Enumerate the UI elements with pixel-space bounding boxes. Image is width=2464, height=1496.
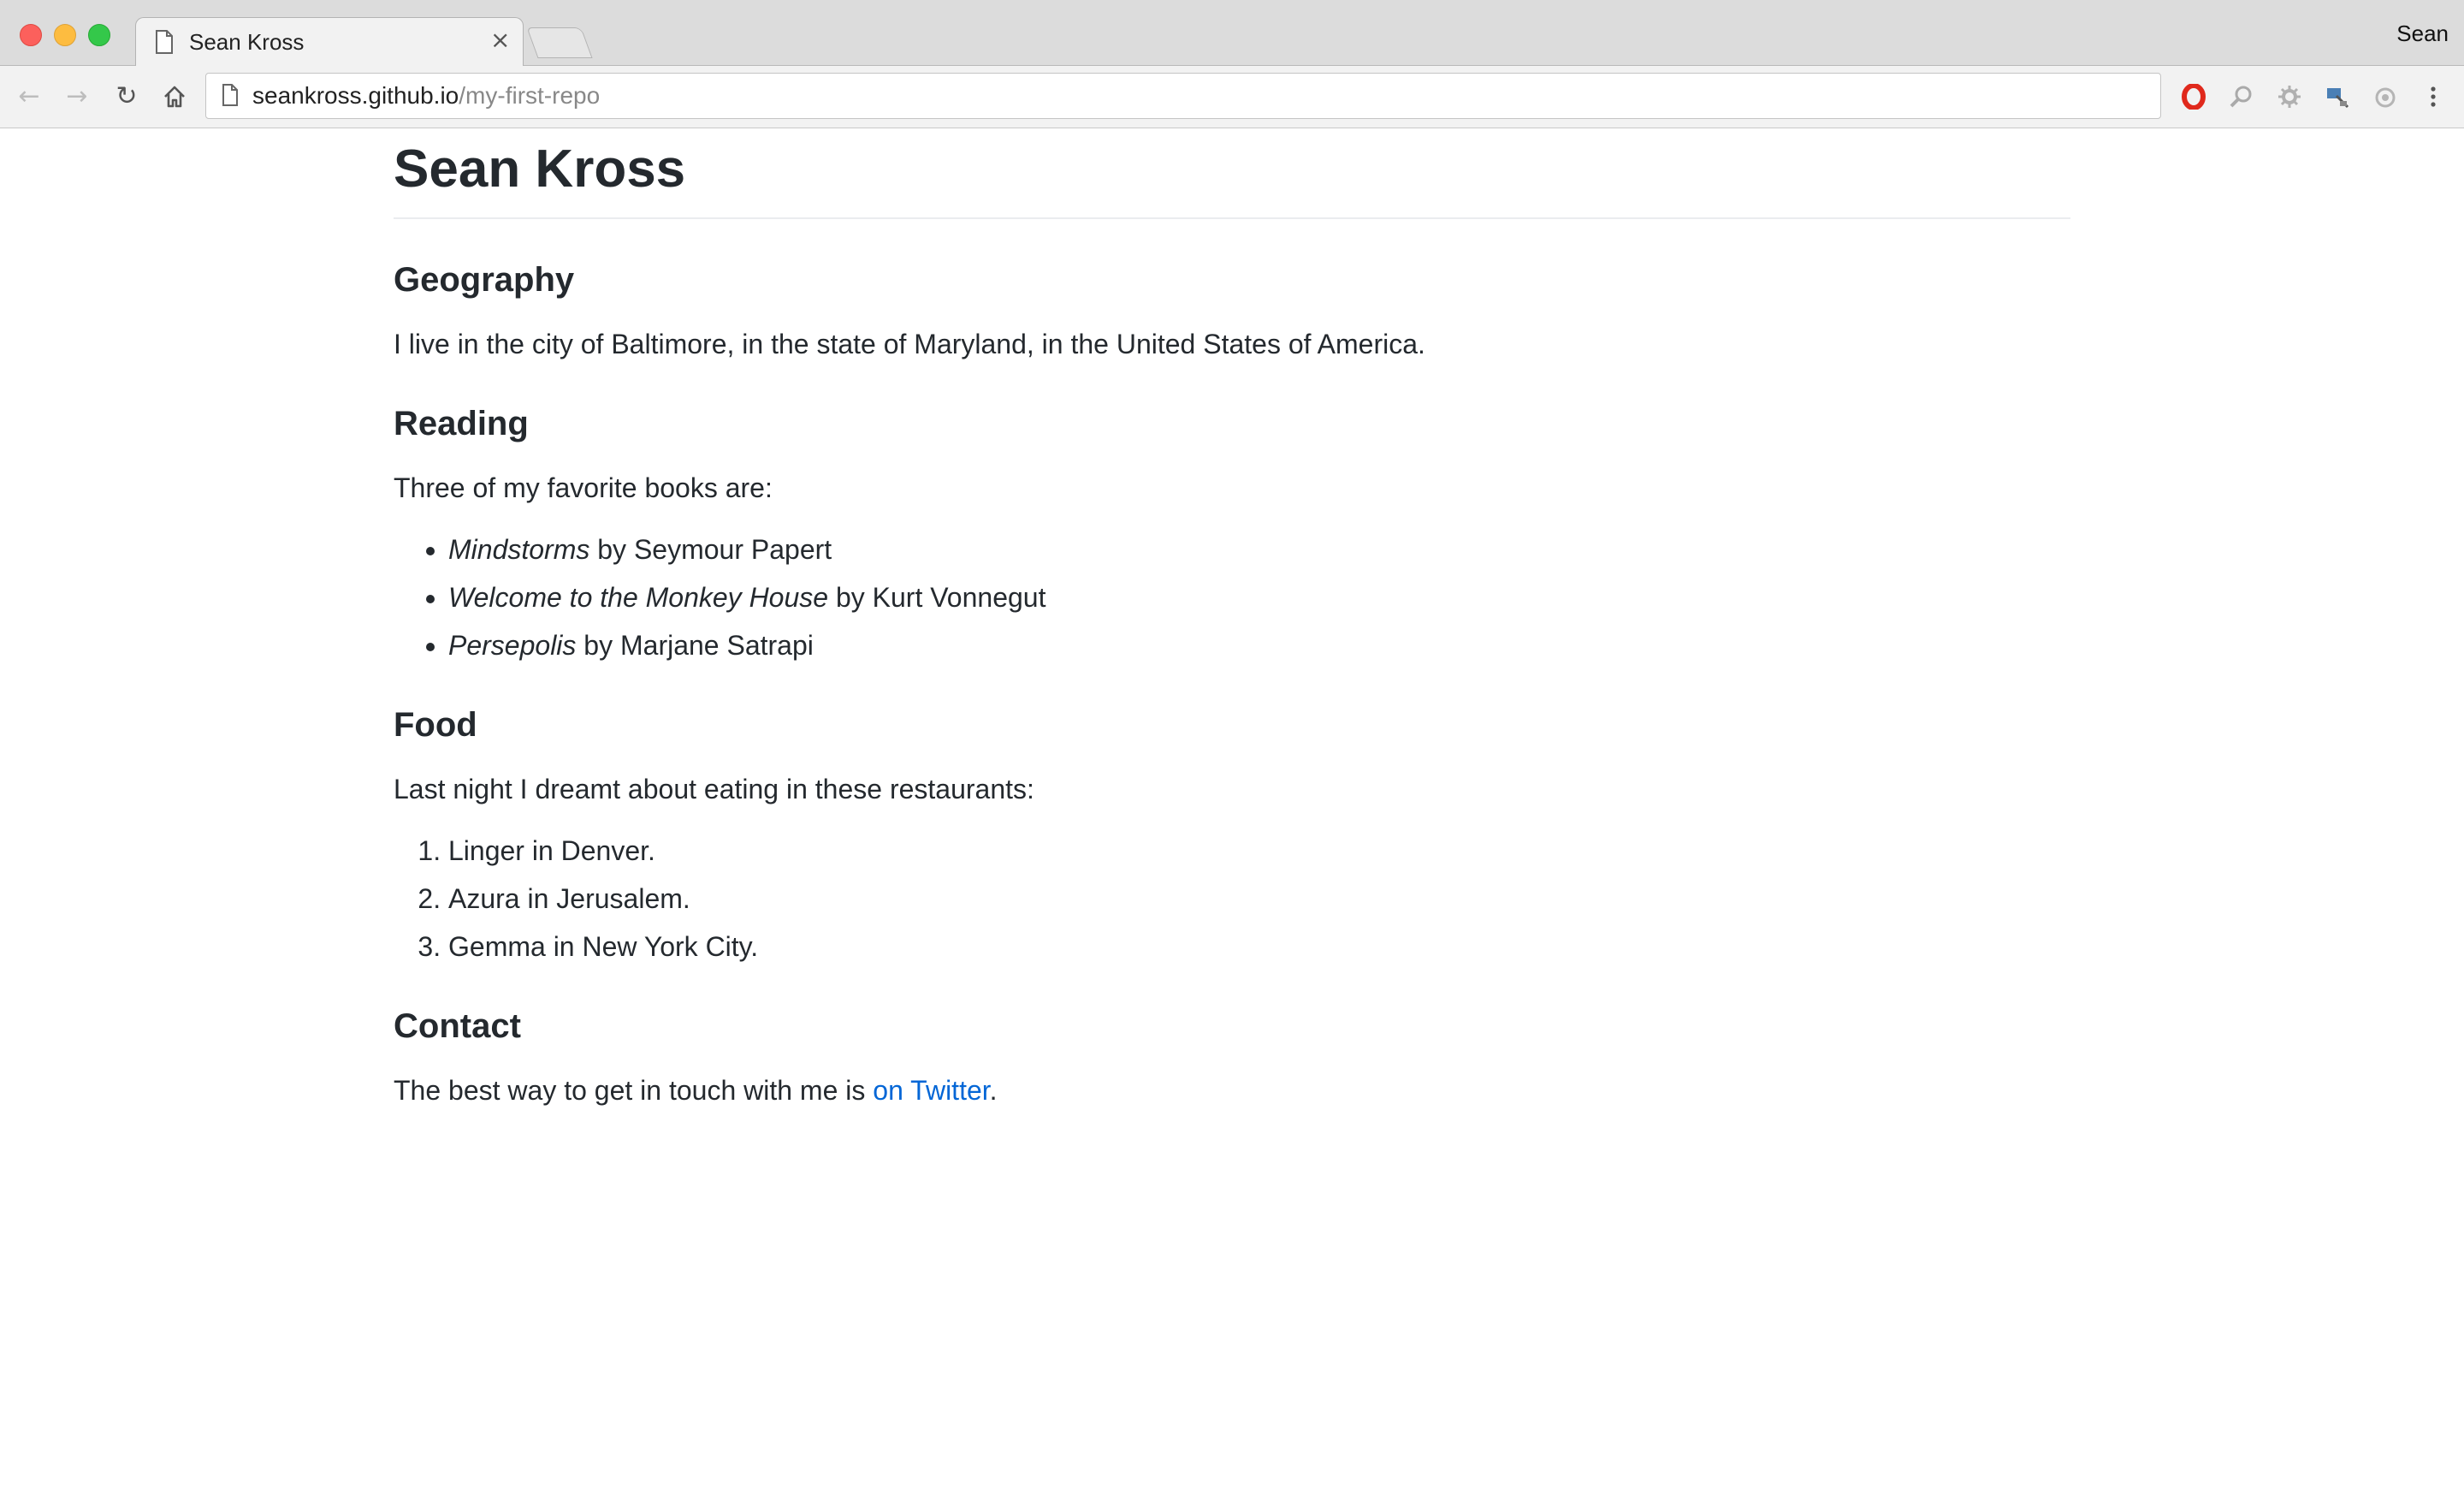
book-author: by Kurt Vonnegut xyxy=(828,582,1046,613)
window-maximize-button[interactable] xyxy=(88,24,110,46)
page-title: Sean Kross xyxy=(394,128,2070,219)
list-item xyxy=(448,531,2070,568)
books-list xyxy=(394,531,2070,664)
list-item: 3. Gemma in New York City. xyxy=(448,928,2070,965)
reading-intro: Three of my favorite books are: xyxy=(394,472,773,503)
geography-heading: Geography xyxy=(394,261,575,299)
address-bar[interactable] xyxy=(205,73,2161,119)
geography-text: I live in the city of Baltimore, in the state of Maryland, in the United States of America. xyxy=(394,329,1425,359)
reading-heading: Reading xyxy=(394,405,529,442)
list-item: 2. Azura in Jerusalem. xyxy=(448,880,2070,917)
tab-close-icon[interactable]: × xyxy=(490,26,511,54)
menu-icon[interactable] xyxy=(2420,83,2447,110)
page-icon xyxy=(155,30,174,54)
book-author: by Seymour Papert xyxy=(589,534,832,565)
list-item xyxy=(448,626,2070,664)
list-item: 1. Linger in Denver. xyxy=(448,832,2070,870)
page-info-icon[interactable] xyxy=(222,84,239,106)
url-host: seankross.github.io xyxy=(252,82,459,109)
new-tab-button[interactable] xyxy=(526,27,592,58)
opera-extension-icon[interactable] xyxy=(2180,83,2207,110)
book-title: Mindstorms xyxy=(448,534,590,565)
magnifier-extension-icon[interactable] xyxy=(2228,83,2255,110)
satellite-extension-icon[interactable] xyxy=(2324,83,2351,110)
book-title: Welcome to the Monkey House xyxy=(448,582,829,613)
back-icon[interactable]: ← xyxy=(18,81,40,111)
browser-toolbar xyxy=(0,66,2464,128)
book-author: by Marjane Satrapi xyxy=(576,630,814,661)
food-heading: Food xyxy=(394,706,477,744)
url-text[interactable] xyxy=(252,82,600,110)
contact-text xyxy=(394,1072,2070,1109)
book-title: Persepolis xyxy=(448,630,577,661)
contact-text-after: . xyxy=(989,1075,998,1106)
window-close-button[interactable] xyxy=(20,24,42,46)
forward-icon[interactable]: → xyxy=(66,81,88,111)
contact-heading: Contact xyxy=(394,1007,521,1045)
reload-icon[interactable]: ↻ xyxy=(116,81,138,111)
restaurants-list xyxy=(394,832,2070,965)
twitter-link[interactable]: on Twitter xyxy=(873,1075,990,1106)
tab-strip xyxy=(0,0,2464,66)
list-item xyxy=(448,579,2070,616)
camera-extension-icon[interactable] xyxy=(2372,83,2399,110)
window-minimize-button[interactable] xyxy=(54,24,76,46)
page-content xyxy=(394,128,2070,1109)
gear-extension-icon[interactable] xyxy=(2276,83,2303,110)
profile-name[interactable]: Sean xyxy=(2396,21,2449,46)
url-path: /my-first-repo xyxy=(459,82,601,109)
tab-title: Sean Kross xyxy=(189,29,305,55)
home-icon[interactable] xyxy=(159,81,190,112)
contact-text-before: The best way to get in touch with me is xyxy=(394,1075,874,1106)
browser-tab[interactable] xyxy=(135,17,524,67)
food-intro: Last night I dreamt about eating in these restaurants: xyxy=(394,774,1034,804)
